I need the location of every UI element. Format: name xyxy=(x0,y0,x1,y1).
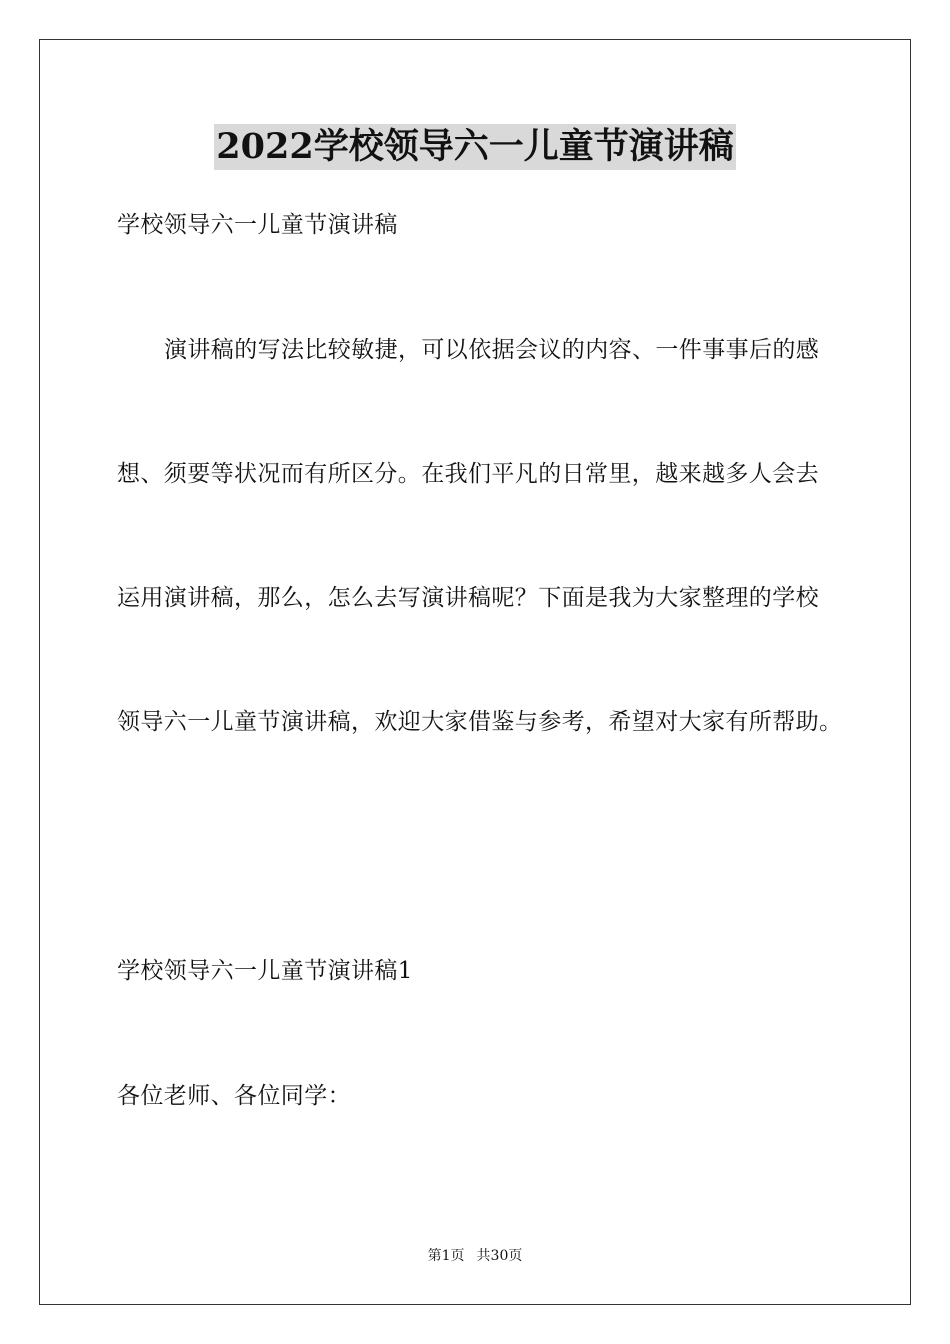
page-number-current: 第1页 xyxy=(427,1248,465,1264)
title-container xyxy=(0,124,950,170)
document-title: 2022学校领导六一儿童节演讲稿 xyxy=(214,124,735,170)
paragraph-line-2: 想、须要等状况而有所区分。在我们平凡的日常里，越来越多人会去 xyxy=(117,461,819,487)
greeting-line: 各位老师、各位同学： xyxy=(117,1083,351,1109)
paragraph-line-4: 领导六一儿童节演讲稿，欢迎大家借鉴与参考，希望对大家有所帮助。 xyxy=(117,709,843,735)
paragraph-line-1: 演讲稿的写法比较敏捷，可以依据会议的内容、一件事事后的感 xyxy=(164,337,820,363)
section-heading: 学校领导六一儿童节演讲稿1 xyxy=(117,958,413,984)
subtitle-line: 学校领导六一儿童节演讲稿 xyxy=(117,212,398,238)
paragraph-line-3: 运用演讲稿，那么，怎么去写演讲稿呢？下面是我为大家整理的学校 xyxy=(117,585,819,611)
page-footer xyxy=(0,1247,950,1265)
page-number-total: 共30页 xyxy=(476,1248,523,1264)
